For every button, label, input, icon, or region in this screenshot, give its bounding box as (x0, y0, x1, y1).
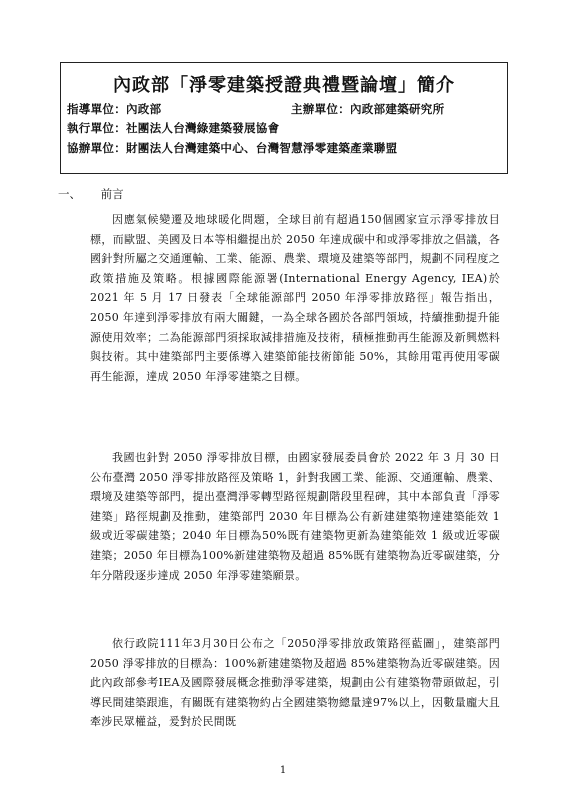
co-unit: 協辦單位：財團法人台灣建築中心、台灣智慧淨零建築產業聯盟 (67, 141, 398, 155)
section-title: 前言 (100, 187, 124, 201)
guide-unit: 指導單位：內政部 (67, 102, 162, 116)
paragraph-2: 我國也針對 2050 淨零排放目標，由國家發展委員會於 2022 年 3 月 30 日公布臺灣 2050 淨零排放路徑及策略 1，針對我國工業、能源、交通運輸、農業、環境及建築等部門，提出臺灣淨零轉型路徑規劃階段里程碑，其中本部負責「淨零建築」路徑規劃及推動，建築部門 2030 年目標為公有新建建築物達建築能效 1 級或近零碳建築；2040 年目標為50%既有建築物更新為建築能效 1 級或近零碳建築；2050 年目標為100%新建建築物及超過 85%既有建築物為近零碳建築，分年分階段逐步達成 2050 年淨零建築願景。 (90, 451, 500, 582)
section-number: 一、 (58, 187, 81, 201)
page-title: 內政部「淨零建築授證典禮暨論壇」簡介 (113, 75, 455, 96)
paragraph-1: 因應氣候變遷及地球暖化問題，全球目前有超過150個國家宣示淨零排放目標，而歐盟、美國及日本等相繼提出於 2050 年達成碳中和或淨零排放之倡議，各國針對所屬之交通運輸、工業、能源、農業、環境及建築等部門，規劃不同程度之政策措施及策略。根據國際能源署(International Energy Agency, IEA)於 2021 年 5 月 17 日發表「全球能源部門 2050 年淨零排放路徑」報告指出，2050 年達到淨零排放有兩大關鍵，一為全球各國於各部門領域，持續推動提升能源使用效率；二為能源部門須採取減排措施及技術，積極推動再生能源及新興燃料與技術。其中建築部門主要係導入建築節能技術節能 50%，其餘用電再使用零碳再生能源，達成 2050 年淨零建築之目標。 (90, 213, 500, 383)
paragraph-3: 依行政院111年3月30日公布之「2050淨零排放政策路徑藍圖」，建築部門 2050 淨零排放的目標為：100%新建建築物及超過 85%建築物為近零碳建築。因此內政部參考IEA及國際發展概念推動淨零建築，規劃由公有建築物帶頭做起，引導民間建築跟進，有關既有建築物約占全國建築物總量達97%以上，因數量龐大且牽涉民眾權益，爰對於民間既 (90, 637, 500, 729)
host-unit: 主辦單位：內政部建築研究所 (291, 102, 445, 116)
section-heading (58, 186, 124, 202)
page-number: 1 (279, 765, 287, 776)
exec-unit: 執行單位：社團法人台灣綠建築發展協會 (67, 121, 280, 135)
header-box (60, 62, 508, 174)
